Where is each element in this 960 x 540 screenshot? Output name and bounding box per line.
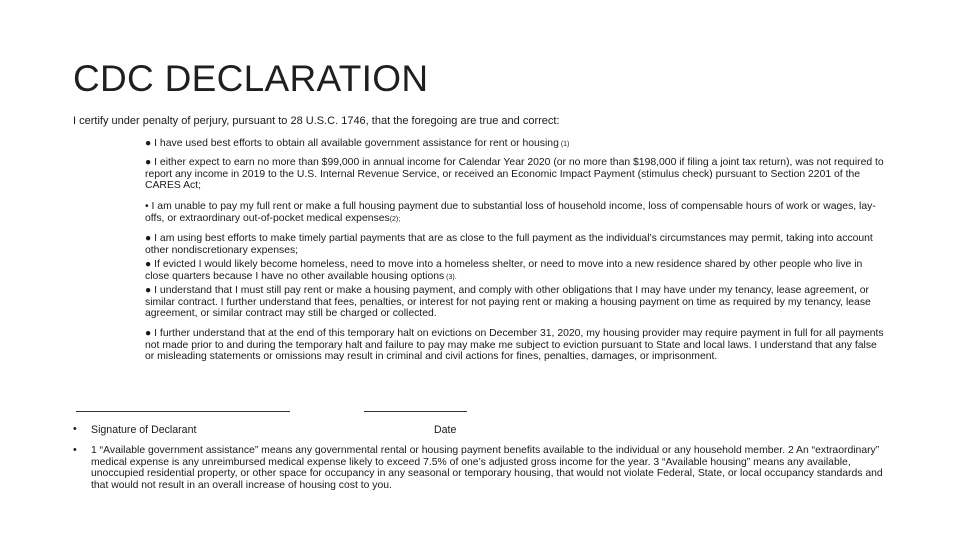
- page-title: CDC DECLARATION: [73, 58, 429, 99]
- footnote-ref: (2);: [389, 215, 401, 223]
- statement-assistance: [145, 138, 887, 151]
- signature-bullet: •: [73, 423, 77, 435]
- footnote-text: 1 “Available government assistance” means any governmental rental or housing payment benefits available to the individual or any household member. 2 An “extraordinary” medical expense is any unreimbursed medical expense likely to exceed 7.5% of one’s adjusted gross income for the year. 3 “Available housing” means any available, unoccupied residential property, or other space for occupancy in any seasonal or temporary housing, that would not violate Federal, State, or local occupancy standards and that would not result in an overall increase of housing cost to you.: [91, 445, 883, 492]
- statement-text: ● I further understand that at the end of this temporary halt on evictions on December 31, 2020, my housing provider may require payment in full for all payments not made prior to and during the temporary halt and failure to pay may make me subject to eviction pursuant to State and local laws. I understand that any false or misleading statements or omissions may result in criminal and civil actions for fines, penalties, damages, or imprisonment.: [145, 328, 884, 363]
- statement-text: ● If evicted I would likely become homeless, need to move into a homeless shelter, or need to move into a new residence shared by other people who live in close quarters because I have no other available housing options: [145, 259, 863, 282]
- statement-partial-payments: [145, 233, 887, 256]
- footnote-ref: (1): [558, 141, 570, 148]
- statement-unable-to-pay: [145, 201, 887, 225]
- statement-obligations: [145, 285, 887, 320]
- date-line: [364, 411, 467, 412]
- statement-end-of-halt: [145, 328, 887, 363]
- statement-text: • I am unable to pay my full rent or make a full housing payment due to substantial loss of household income, loss of compensable hours of work or wages, lay-offs, or extraordinary out-of-pocket medical expenses: [145, 201, 876, 224]
- intro-text: I certify under penalty of perjury, pursuant to 28 U.S.C. 1746, that the foregoing are true and correct:: [73, 115, 560, 127]
- footnote-ref: (3).: [444, 273, 457, 281]
- statement-text: ● I have used best efforts to obtain all available government assistance for rent or housing: [145, 138, 559, 149]
- statement-text: ● I am using best efforts to make timely partial payments that are as close to the full payment as the individual’s circumstances may permit, taking into account other nondiscretionary expenses;: [145, 233, 873, 256]
- signature-label: Signature of Declarant: [91, 424, 197, 436]
- statement-homeless: [145, 259, 887, 283]
- date-label: Date: [434, 424, 457, 436]
- statement-income: [145, 157, 887, 192]
- signature-line: [76, 411, 290, 412]
- statement-text: ● I understand that I must still pay rent or make a housing payment, and comply with other obligations that I may have under my tenancy, lease agreement, or similar contract. I further understand that fees, penalties, or interest for not paying rent or making a housing payment on time as required by my tenancy, lease agreement, or similar contract may still be charged or collected.: [145, 285, 871, 320]
- statement-text: ● I either expect to earn no more than $99,000 in annual income for Calendar Year 2020 (or no more than $198,000 if filing a joint tax return), was not required to report any income in 2019 to the U.S. Internal Revenue Service, or received an Economic Impact Payment (stimulus check) pursuant to Section 2201 of the CARES Act;: [145, 157, 884, 192]
- footnote-bullet: •: [73, 444, 77, 456]
